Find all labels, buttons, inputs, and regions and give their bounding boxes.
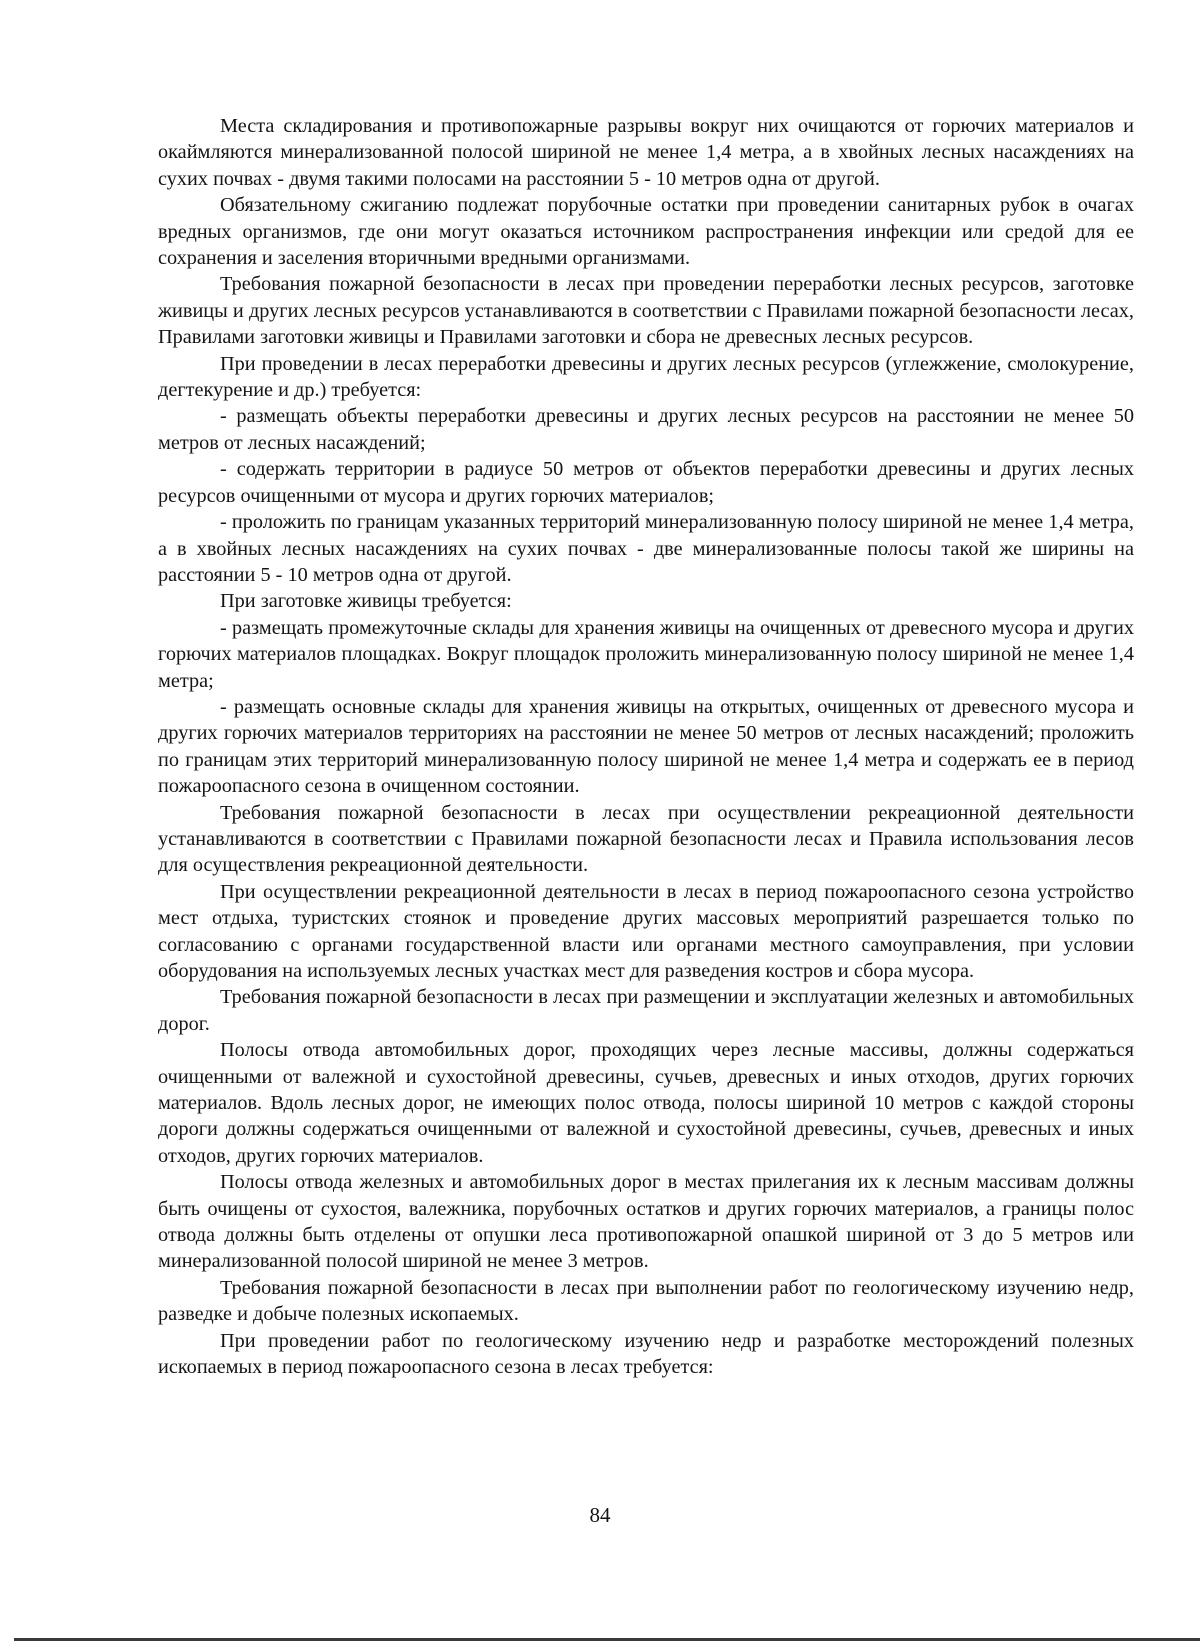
bottom-rule (14, 1638, 1200, 1641)
paragraph: При осуществлении рекреационной деятельности в лесах в период пожароопасного сезона устройство мест отдыха, туристских стоянок и проведение других массовых мероприятий разрешается только по согласованию с органами государственной власти или органами местного самоуправления, при условии оборудования на используемых лесных участках мест для разведения костров и сбора мусора. (158, 880, 1134, 982)
paragraph: Требования пожарной безопасности в лесах при осуществлении рекреационной деятельности устанавливаются в соответствии с Правилами пожарной безопасности лесах и Правила использования лесов для осуществления рекреационной деятельности. (158, 801, 1134, 877)
paragraph: Полосы отвода железных и автомобильных дорог в местах прилегания их к лесным массивам должны быть очищены от сухостоя, валежника, порубочных остатков и других горючих материалов, а границы полос отвода должны быть отделены от опушки леса противопожарной опашкой шириной от 3 до 5 метров или минерализованной полосой шириной не менее 3 метров. (158, 1171, 1134, 1273)
paragraph: При проведении в лесах переработки древесины и других лесных ресурсов (углежжение, смолокурение, дегтекурение и др.) требуется: (158, 352, 1134, 402)
paragraph: Места складирования и противопожарные разрывы вокруг них очищаются от горючих материалов и окаймляются минерализованной полосой шириной не менее 1,4 метра, а в хвойных лесных насаждениях на сухих почвах - двумя такими полосами на расстоянии 5 - 10 метров одна от другой. (158, 115, 1134, 190)
page-body (158, 113, 1134, 1381)
list-item: - проложить по границам указанных территорий минерализованную полосу шириной не менее 1,4 метра, а в хвойных лесных насаждениях на сухих почвах - две минерализованные полосы такой же ширины на расстоянии 5 - 10 метров одна от другой. (158, 511, 1134, 586)
list-item: - содержать территории в радиусе 50 метров от объектов переработки древесины и других лесных ресурсов очищенными от мусора и других горючих материалов; (158, 458, 1134, 507)
paragraph: При проведении работ по геологическому изучению недр и разработке месторождений полезных ископаемых в период пожароопасного сезона в лесах требуется: (158, 1329, 1134, 1379)
paragraph: Полосы отвода автомобильных дорог, проходящих через лесные массивы, должны содержаться очищенными от валежной и сухостойной древесины, сучьев, древесных и иных отходов, других горючих материалов. Вдоль лесных дорог, не имеющих полос отвода, полосы шириной 10 метров с каждой стороны дороги должны содержаться очищенными от валежной и сухостойной древесины, сучьев, древесных и иных отходов, других горючих материалов. (158, 1039, 1134, 1167)
paragraph: Требования пожарной безопасности в лесах при размещении и эксплуатации железных и автомобильных дорог. (158, 986, 1134, 1035)
paragraph: Требования пожарной безопасности в лесах при проведении переработки лесных ресурсов, заготовке живицы и других лесных ресурсов устанавливаются в соответствии с Правилами пожарной безопасности лесах, Правилами заготовки живицы и Правилами заготовки и сбора не древесных лесных ресурсов. (158, 273, 1134, 349)
paragraph: Обязательному сжиганию подлежат порубочные остатки при проведении санитарных рубок в очагах вредных организмов, где они могут оказаться источником распространения инфекции или средой для ее сохранения и заселения вторичными вредными организмами. (158, 194, 1134, 270)
paragraph: При заготовке живицы требуется: (220, 590, 512, 613)
list-item: - размещать объекты переработки древесины и других лесных ресурсов на расстоянии не менее 50 метров от лесных насаждений; (158, 405, 1134, 454)
page-number: 84 (589, 1503, 611, 1527)
paragraph: Требования пожарной безопасности в лесах при выполнении работ по геологическому изучению недр, разведке и добыче полезных ископаемых. (158, 1276, 1134, 1326)
list-item: - размещать основные склады для хранения живицы на открытых, очищенных от древесного мусора и других горючих материалов территориях на расстоянии не менее 50 метров от лесных насаждений; проложить по границам этих территорий минерализованную полосу шириной не менее 1,4 метра и содержать ее в период пожароопасного сезона в очищенном состоянии. (158, 695, 1134, 798)
list-item: - размещать промежуточные склады для хранения живицы на очищенных от древесного мусора и других горючих материалов площадках. Вокруг площадок проложить минерализованную полосу шириной не менее 1,4 метра; (158, 616, 1134, 692)
